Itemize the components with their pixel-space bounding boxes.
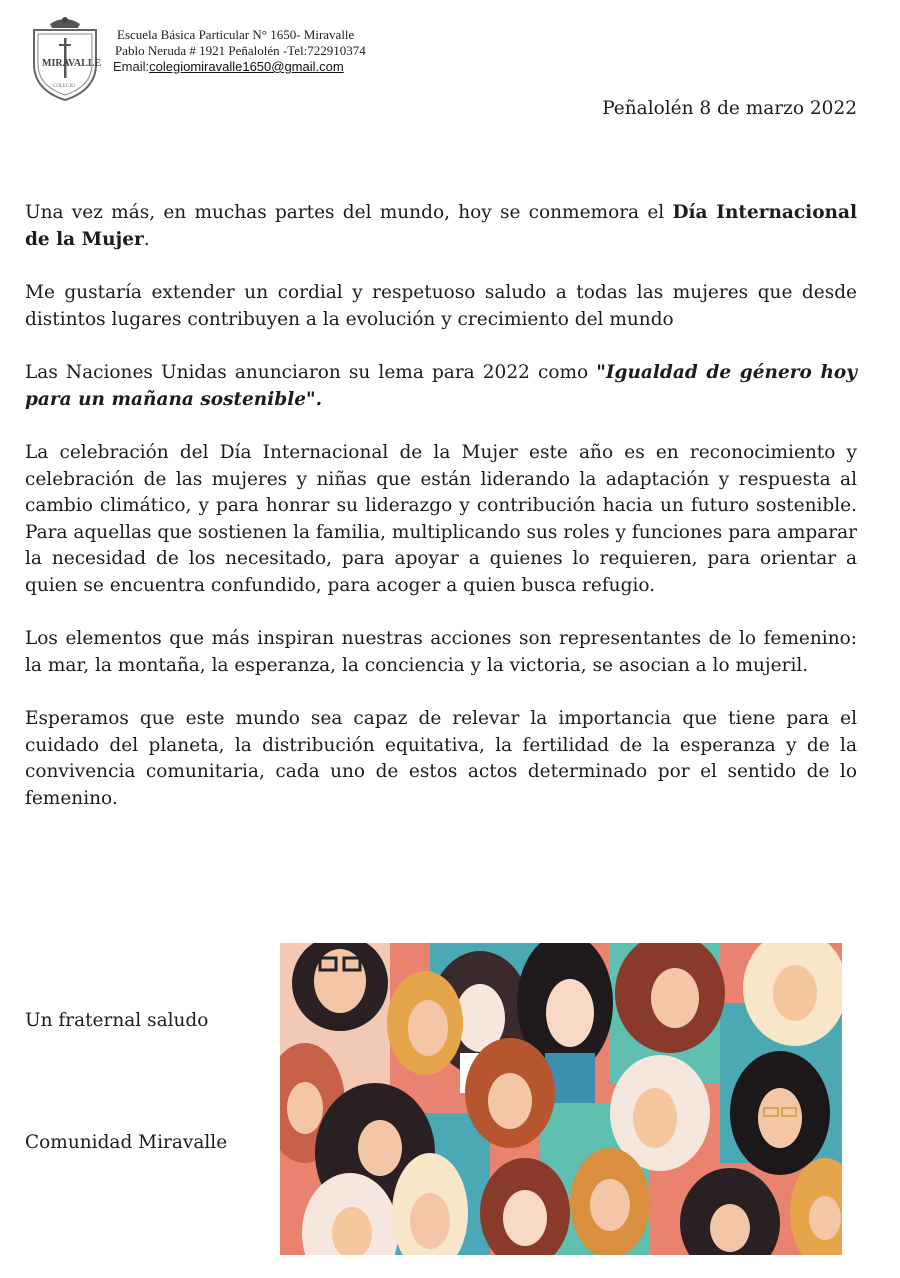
paragraph-5: Los elementos que más inspiran nuestras acciones son representantes de lo femenino: la mar, la montaña, la esperanza, la conciencia y la victoria, se asocian a lo mujeril. <box>25 628 857 676</box>
paragraph-1: Una vez más, en muchas partes del mundo, hoy se conmemora el Día Internacional de la Mujer. <box>25 202 857 250</box>
school-crest-logo <box>28 12 102 102</box>
letter-body <box>25 200 857 839</box>
school-address: Pablo Neruda # 1921 Peñalolén -Tel:722910374 <box>115 43 366 58</box>
svg-text:VALLE: VALLE <box>68 58 102 69</box>
closing-greeting: Un fraternal saludo <box>25 1010 209 1031</box>
email-link[interactable]: colegiomiravalle1650@gmail.com <box>149 59 344 74</box>
school-name: Escuela Básica Particular N° 1650- Miravalle <box>117 27 355 42</box>
paragraph-3: Las Naciones Unidas anunciaron su lema para 2022 como "Igualdad de género hoy para un mañana sostenible". <box>25 362 857 410</box>
svg-text:COLEGIO: COLEGIO <box>53 84 75 89</box>
un-motto: "Igualdad de género hoy para un mañana sostenible". <box>25 362 857 410</box>
letterhead <box>113 27 366 75</box>
paragraph-2: Me gustaría extender un cordial y respetuoso saludo a todas las mujeres que desde distintos lugares contribuyen a la evolución y crecimiento del mundo <box>25 282 857 330</box>
highlight-day-name: Día Internacional de la Mujer <box>25 202 857 250</box>
letter-date: Peñalolén 8 de marzo 2022 <box>602 98 857 119</box>
email-label: Email: <box>113 59 150 74</box>
women-illustration <box>280 943 842 1255</box>
closing-signature: Comunidad Miravalle <box>25 1132 228 1153</box>
svg-text:MIRA: MIRA <box>42 58 70 69</box>
school-email-line <box>113 59 366 75</box>
paragraph-6: Esperamos que este mundo sea capaz de relevar la importancia que tiene para el cuidado del planeta, la distribución equitativa, la fertilidad de la esperanza y de la convivencia comunitaria, cada uno de estos actos determinado por el sentido de lo femenino. <box>25 708 857 809</box>
paragraph-4: La celebración del Día Internacional de la Mujer este año es en reconocimiento y celebración de las mujeres y niñas que están liderando la adaptación y respuesta al cambio climático, y para honrar su liderazgo y contribución hacia un futuro sostenible. Para aquellas que sostienen la familia, multiplicando sus roles y funciones para amparar la necesidad de los necesitado, para apoyar a quienes lo requieren, para orientar a quien se encuentra confundido, para acoger a quien busca refugio. <box>25 442 857 596</box>
